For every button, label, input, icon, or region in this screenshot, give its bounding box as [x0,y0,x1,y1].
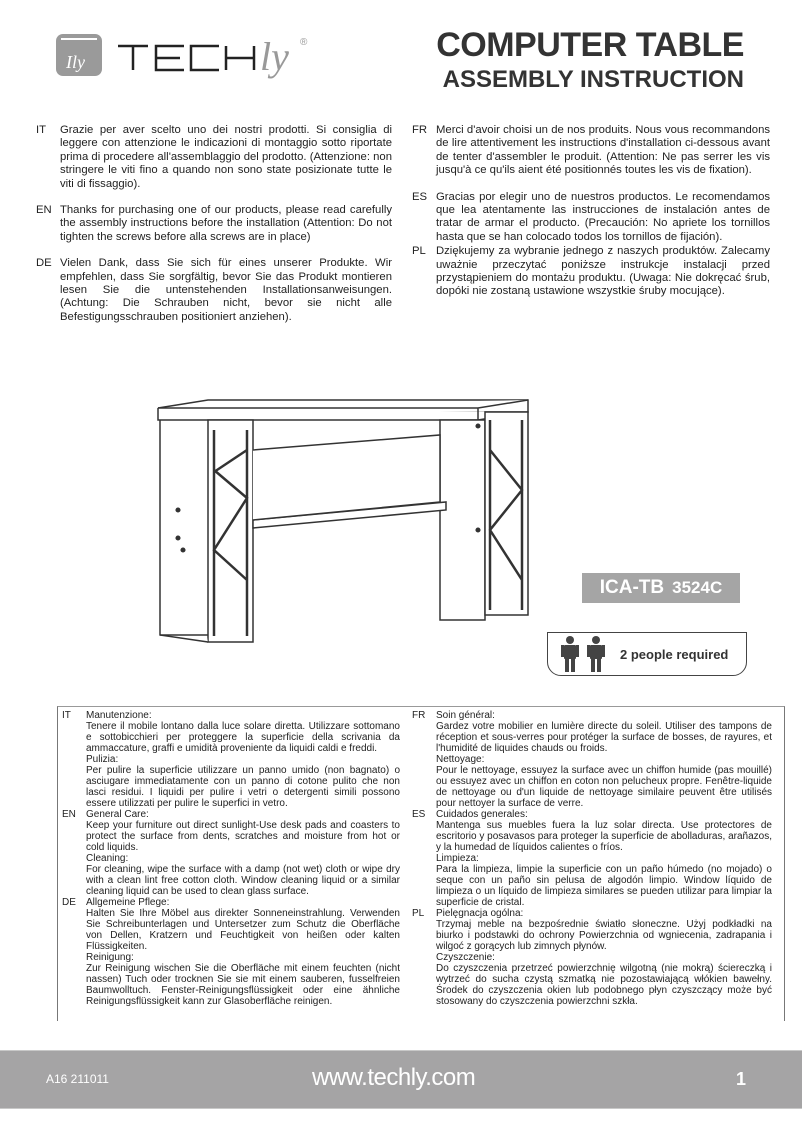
lang-code: IT [62,710,71,721]
desk-illustration [150,390,540,650]
intro-paragraph-pl [412,245,770,299]
lang-code: FR [412,710,426,721]
intro-text: Thanks for purchasing one of our products, please read carefully the assembly instructions before the installation (Attention: Do not tighten the screws before alla screws are in place) [60,204,392,243]
care-heading: Cuidados generales: [436,809,528,820]
care-text: Trzymaj meble na bezpośrednie światło słoneczne. Użyj podkładki na biurko i podstawki do ochrony Powierzchnia od wgniecenia, zadrapania i wilgoć z gorących lub zimnych płynów. [436,919,772,952]
care-heading: Czyszczenie: [436,952,495,963]
lang-code: EN [36,204,52,217]
care-text: Gardez votre mobilier en lumière directe du soleil. Utiliser des tampons de réception et sous-verres pour protéger la surface de bosses, de rayures, et l'humidité de liquides chauds ou froids. [436,721,772,754]
care-text: Zur Reinigung wischen Sie die Oberfläche mit einem feuchten (nicht nassen) Tuch oder trocknen Sie sie mit einem sauberen, fusselfreien Baumwolltuch. Fenster-Reinigungsflüssigkeit oder eine ähnliche Reinigungsflüssigkeit kann zur Glasoberfläche reinigen. [86,963,400,1007]
care-text: For cleaning, wipe the surface with a damp (not wet) cloth or wipe dry with a clean lint free cotton cloth. Window cleaning liquid or a similar cleaning liquid can be used to clean glass surface. [86,864,400,897]
svg-text:Ily: Ily [66,52,85,72]
care-section-fr [412,710,772,809]
care-text: Do czyszczenia przetrzeć powierzchnię wilgotną (nie mokrą) ściereczką i wytrzeć do sucha czystą szmatką nie pozostawiającą włókien bawełny. Środek do czyszczenia okien lub podobnego płyn czyszczący może być stosowany do czyszczenia powierzchni szkła. [436,963,772,1007]
intro-right-column [412,124,770,312]
care-text: Para la limpieza, limpie la superficie con un paño húmedo (no mojado) o seque con un paño sin pelusa de algodón limpio. Window líquido de limpieza o un líquido de limpieza similares se pueden utilizar para limpiar la superficie de cristal. [436,864,772,908]
lang-code: ES [412,190,428,203]
care-heading: Cleaning: [86,853,129,864]
intro-text: Dziękujemy za wybranie jednego z naszych produktów. Zalecamy uważnie przeczytać poniższe instrukcje instalacji przed przystąpieniem do montażu produktu. (Uwaga: Nie dokręcać śrub, dopóki nie zostaną ustawione wszystkie śruby mocujące). [436,245,770,298]
svg-text:ly: ly [260,34,289,79]
care-right-column [412,710,772,1007]
lang-code: FR [412,124,428,136]
intro-text: Grazie per aver scelto uno dei nostri prodotti. Si consiglia di leggere con attenzione le indicazioni di montaggio sotto riportate prima di procedere all'assemblaggio del prodotto. (Attenzione: non stringere le viti fino a quando non sono state posizionate tutte le viti di fissaggio). [60,124,392,190]
lang-code: PL [412,908,425,919]
lang-code: DE [62,897,76,908]
care-section-pl [412,908,772,1007]
page-title: COMPUTER TABLE [436,26,744,64]
intro-paragraph-de [36,257,392,324]
care-heading: Nettoyage: [436,754,485,765]
lang-code: ES [412,809,426,820]
care-section-de [62,897,400,1007]
svg-text:®: ® [300,37,308,48]
lang-code: PL [412,245,426,258]
people-required-label: 2 people required [620,646,729,662]
footer-bar [0,1050,802,1109]
care-text: Per pulire la superficie utilizzare un panno umido (non bagnato) o asciugare immediatamente con un panno di cotone pulito che non lasci residui. I liquidi per pulire i vetri o detergenti simili possono essere utilizzati per pulire le superfici in vetro. [86,765,400,809]
care-section-es [412,809,772,908]
intro-paragraph-fr [412,124,770,178]
document-code: A16 211011 [46,1072,109,1086]
model-badge [582,573,740,603]
people-required-box [547,632,747,676]
model-number: 3524C [672,578,723,597]
intro-left-column [36,124,392,337]
lang-code: EN [62,809,76,820]
intro-text: Merci d'avoir choisi un de nos produits. Nous vous recommandons de lire attentivement les instructions d'installation ci-dessous avant de tenter d'assembler le produit. (Attention: Ne pas serrer les vis jusqu'à ce qu'ils aient été positionnés toutes les vis de fixation). [436,124,770,177]
care-text: Keep your furniture out direct sunlight-Use desk pads and coasters to protect the surface from dents, scratches and moisture from hot or cold liquids. [86,820,400,853]
care-heading: Allgemeine Pflege: [86,897,170,908]
techly-logo [56,30,356,80]
care-text: Halten Sie Ihre Möbel aus direkter Sonneneinstrahlung. Verwenden Sie Schreibunterlagen und Untersetzer zum Schutz die Oberfläche von Dellen, Kratzern und Feuchtigkeit von heißen oder kalten Flüssigkeiten. [86,908,400,952]
care-left-column [62,710,400,1007]
care-heading: Manutenzione: [86,710,152,721]
intro-paragraph-it [36,124,392,191]
model-prefix: ICA-TB [599,577,665,598]
care-heading: Pulizia: [86,754,119,765]
care-heading: Pielęgnacja ogólna: [436,908,524,919]
intro-text: Vielen Dank, dass Sie sich für eines unserer Produkte. Wir empfehlen, dass Sie sorgfältig, bevor Sie das Produkt montieren lesen Sie die untenstehenden Installationsanweisungen. (Achtung: Die Schrauben nicht, bevor sie nicht alle Befestigungsschrauben positioniert anziehen). [60,257,392,323]
people-icon [560,636,610,672]
care-section-en [62,809,400,897]
lang-code: IT [36,124,47,136]
care-text: Pour le nettoyage, essuyez la surface avec un chiffon humide (pas mouillé) ou essuyez avec un chiffon en coton non pelucheux propre. Fenêtre-liquide de nettoyage ou d'un liquide de nettoyage similaire peuvent être utilisés pour nettoyer la surface de verre. [436,765,772,809]
care-section-it [62,710,400,809]
intro-text: Gracias por elegir uno de nuestros productos. Le recomendamos que lea atentamente las instrucciones de instalación antes de tratar de armar el producto. (Precaución: No apriete los tornillos hasta que se han colocado todos los tornillos de fijación). [436,190,770,243]
intro-paragraph-en [36,204,392,244]
intro-paragraph-es [412,191,770,245]
care-text: Mantenga sus muebles fuera la luz solar directa. Use protectores de escritorio y posavasos para proteger la superficie de abolladuras, arañazos, y la humedad de líquidos calientes o fríos. [436,820,772,853]
lang-code: DE [36,257,52,270]
care-heading: General Care: [86,809,149,820]
care-heading: Limpieza: [436,853,479,864]
care-heading: Reinigung: [86,952,134,963]
page-number: 1 [736,1069,747,1089]
care-text: Tenere il mobile lontano dalla luce solare diretta. Utilizzare sottomano e sottobicchieri per proteggere la superficie della scrivania da ammaccature, graffi e umidità proveniente da liquidi caldi e freddi. [86,721,400,754]
care-heading: Soin général: [436,710,495,721]
page-subtitle: ASSEMBLY INSTRUCTION [442,66,744,93]
website-link[interactable]: www.techly.com [312,1064,476,1091]
